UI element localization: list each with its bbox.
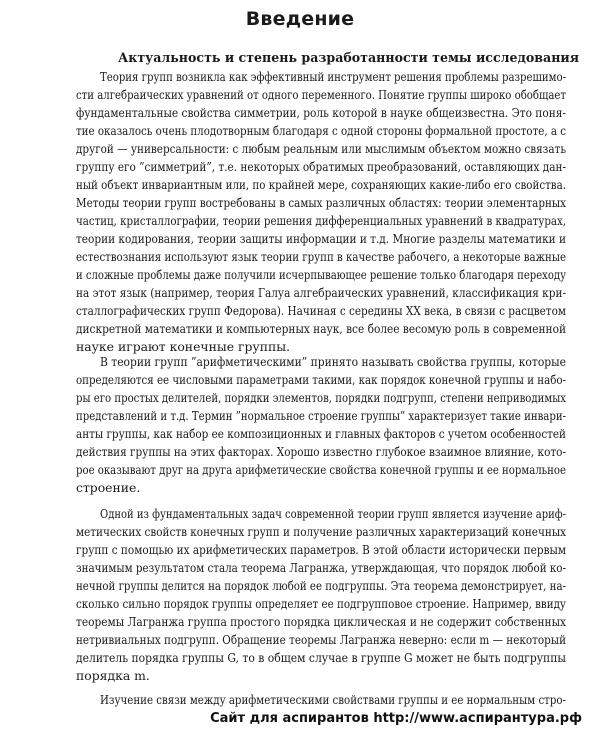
paragraph-line: и сложные проблемы даже получили исчерпывающее решение только благодаря переходу [76, 267, 566, 282]
paragraph-line: дискретной математики и компьютерных наук, все более весомую роль в современной [76, 321, 566, 336]
section-heading: Актуальность и степень разработанности темы исследования [118, 50, 580, 65]
paragraph-line: теоремы Лагранжа группа простого порядка циклическая и не содержит собственных [76, 614, 566, 629]
paragraph-line: Методы теории групп востребованы в самых различных областях: теории элементарных [76, 195, 566, 210]
paragraph-line: сколько сильно порядок группы определяет ее подгрупповое строение. Например, ввиду [76, 596, 566, 611]
paragraph-line: естествознания используют язык теории групп в качестве рабочего, а некоторые важные [76, 249, 566, 264]
paragraph-line: Одной из фундаментальных задач современной теории групп является изучение ариф- [100, 506, 566, 521]
paragraph-line: частиц, кристаллографии, теории решения дифференциальных уравнений в квадратурах, [76, 213, 566, 228]
paragraph-line: значимым результатом стала теорема Лагранжа, утверждающая, что порядок любой ко- [76, 560, 566, 575]
paragraph-line: тие оказалось очень плодотворным благодаря с одной стороны формальной простоте, а с [76, 123, 566, 138]
paragraph-line: делитель порядка группы G, то в общем случае в группе G может не быть подгруппы [76, 650, 566, 665]
site-watermark: Сайт для аспирантов http://www.аспирантура.рф [210, 711, 582, 726]
paragraph-line: порядка m. [76, 668, 150, 683]
paragraph-line: сти алгебраических уравнений от одного переменного. Понятие группы широко обобщает [76, 87, 566, 102]
paragraph-line: другой — универсальности: с любым реальным или мыслимым объектом можно связать [76, 141, 566, 156]
paragraph-line: нечной группы делится на порядок любой ее подгруппы. Эта теорема демонстрирует, на- [76, 578, 566, 593]
paragraph-line: нетривиальных подгрупп. Обращение теоремы Лагранжа неверно: если m — некоторый [76, 632, 566, 647]
paragraph-line: теории кодирования, теории защиты информации и т.д. Многие разделы математики и [76, 231, 566, 246]
paragraph-line: анты группы, как набор ее композиционных и главных факторов с учетом особенностей [76, 426, 566, 441]
paragraph-line: на этот язык (например, теория Галуа алгебраических уравнений, классификация кри- [76, 285, 566, 300]
paragraph-line: В теории групп ”арифметическими” принято называть свойства группы, которые [100, 354, 566, 369]
paragraph-line: группу его ”симметрий”, т.е. некоторых обратимых преобразований, оставляющих дан- [76, 159, 566, 174]
paragraph-line: ры его простых делителей, порядки элементов, порядки подгрупп, степени неприводимых [76, 390, 566, 405]
paragraph-line: сталлографических групп Федорова). Начиная с середины XX века, в связи с расцветом [76, 303, 566, 318]
paragraph-line: определяются ее числовыми параметрами такими, как порядок конечной группы и набо- [76, 372, 566, 387]
paragraph-line: рое оказывают друг на друга арифметические свойства конечной группы и ее нормальное [76, 462, 566, 477]
paragraph-line: Теория групп возникла как эффективный инструмент решения проблемы разрешимо- [100, 69, 566, 84]
paragraph-line: науке играют конечные группы. [76, 339, 291, 354]
paragraph-line: Изучение связи между арифметическими свойствами группы и ее нормальным стро- [100, 692, 566, 707]
paragraph-line: фундаментальные свойства симметрии, роль которой в науке общеизвестна. Это поня- [76, 105, 566, 120]
paragraph-line: групп с помощью их арифметических параметров. В этой области исторически первым [76, 542, 566, 557]
paragraph-line: ный объект инвариантным или, по крайней мере, сохраняющих какие-либо его свойства. [76, 177, 566, 192]
paragraph-line: метических свойств конечных групп и получение различных характеризаций конечных [76, 524, 566, 539]
paragraph-line: строение. [76, 480, 141, 495]
paragraph-line: представлений и т.д. Термин ”нормальное строение группы” характеризует такие инвари- [76, 408, 566, 423]
page-title: Введение [245, 8, 355, 30]
paragraph-line: действия группы на этих факторах. Хорошо известно глубокое взаимное влияние, кото- [76, 444, 566, 459]
